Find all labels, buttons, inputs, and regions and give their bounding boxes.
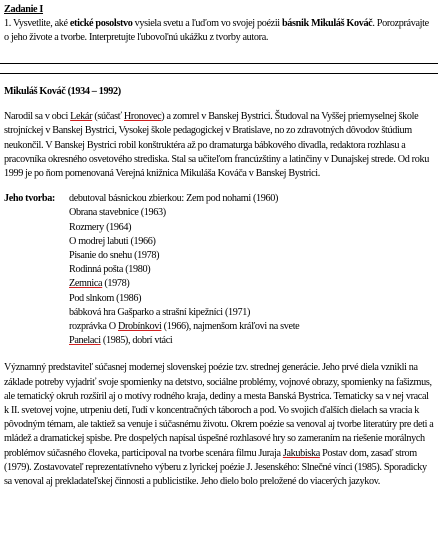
work-item: Rozmery (1964) [69, 221, 132, 233]
work-item: rozprávka O Drobínkovi (1966), najmenšom kráľovi na svete [69, 321, 300, 333]
work-item: O modrej labuti (1966) [69, 235, 156, 247]
work-item: Pod slnkom (1986) [69, 292, 142, 304]
work-item: Zemnica (1978) [69, 278, 130, 290]
works-list-block [4, 192, 434, 348]
assignment-section [4, 3, 434, 45]
work-item: Rodinná pošta (1980) [69, 264, 151, 276]
works-list [69, 192, 299, 348]
works-label: Jeho tvorba: [4, 193, 55, 205]
divider-bottom [0, 73, 438, 74]
work-item: debutoval básnickou zbierkou: Zem pod nohami (1960) [69, 193, 279, 205]
work-item: bábková hra Gašparko a strašní kipežníci (1971) [69, 306, 251, 318]
assignment-text: 1. Vysvetlite, aké etické posolstvo vysiela svetu a ľuďom vo svojej poézii básnik Mikuláš Kováč. Porozprávajte o jeho živote a tvorbe. Interpretujte ľubovoľnú ukážku z tvorby autora. [4, 18, 429, 43]
work-item: Pisanie do snehu (1978) [69, 250, 160, 262]
work-item: Panelaci (1985), dobrí vtáci [69, 335, 173, 347]
biography-paragraph: Narodil sa v obci Lekár (súčasť Hronovec) a zomrel v Banskej Bystrici. Študoval na Vyššej priemyselnej škole strojníckej v Banskej Bystrici, Vysokej škole pedagogickej v Bratislave, no zo zdravotných dôvodov štúdium neukončil. V Banskej Bystrici robil konštruktéra až po dramaturga bábkového divadla, redaktora rozhlasu a pracovníka okresného osvetového strediska. Stal sa učiteľom francúzštiny a latinčiny v Dunajskej strede. Od roku 1999 je po ňom pomenovaná Verejná knižnica Mikuláša Kováča v Banskej Bystrici. [4, 111, 429, 180]
assignment-title: Zadanie I [4, 4, 44, 15]
summary-paragraph: Významný predstaviteľ súčasnej modernej slovenskej poézie tzv. strednej generácie. Jeho prvé diela vznikli na základe potreby vyjadriť svoje spomienky na detstvo, sociálne problémy, vojnové obrazy, spomienky na fašizmus, ale tematický okruh rozšíril aj o motívy rodného kraja, dediny a mesta Banská Bystrica. Tematicky sa v nej vracal k II. svetovej vojne, utrpeniu detí, ľudí v koncentračných táboroch a pod. Vo svojich ďalších dielach sa vracia k pôvodným témam, ale taktiež sa venuje i súčasnému životu. Okrem poézie sa venoval aj tvorbe literatúry pre deti a mládež a dramatickej spisbe. Pre dospelých napísal úspešné rozhlasové hry so zameraním na riešenie morálnych problémov súčasného človeka, participoval na tvorbe scenára filmu Juraja Jakubiska Postav dom, zasaď strom (1979). Zostavovateľ reprezentatívneho výberu z lyrickej poézie J. Jesenského: Slnečné vínci (1985). Sporadicky sa venoval aj prekladateľskej činnosti a publicistike. Jeho dielo bolo preložené do viacerých jazykov. [4, 362, 434, 488]
work-item: Obrana stavebnice (1963) [69, 207, 166, 219]
author-section [4, 85, 434, 489]
author-heading: Mikuláš Kováč (1934 – 1992) [4, 86, 121, 97]
divider-top [0, 63, 438, 64]
